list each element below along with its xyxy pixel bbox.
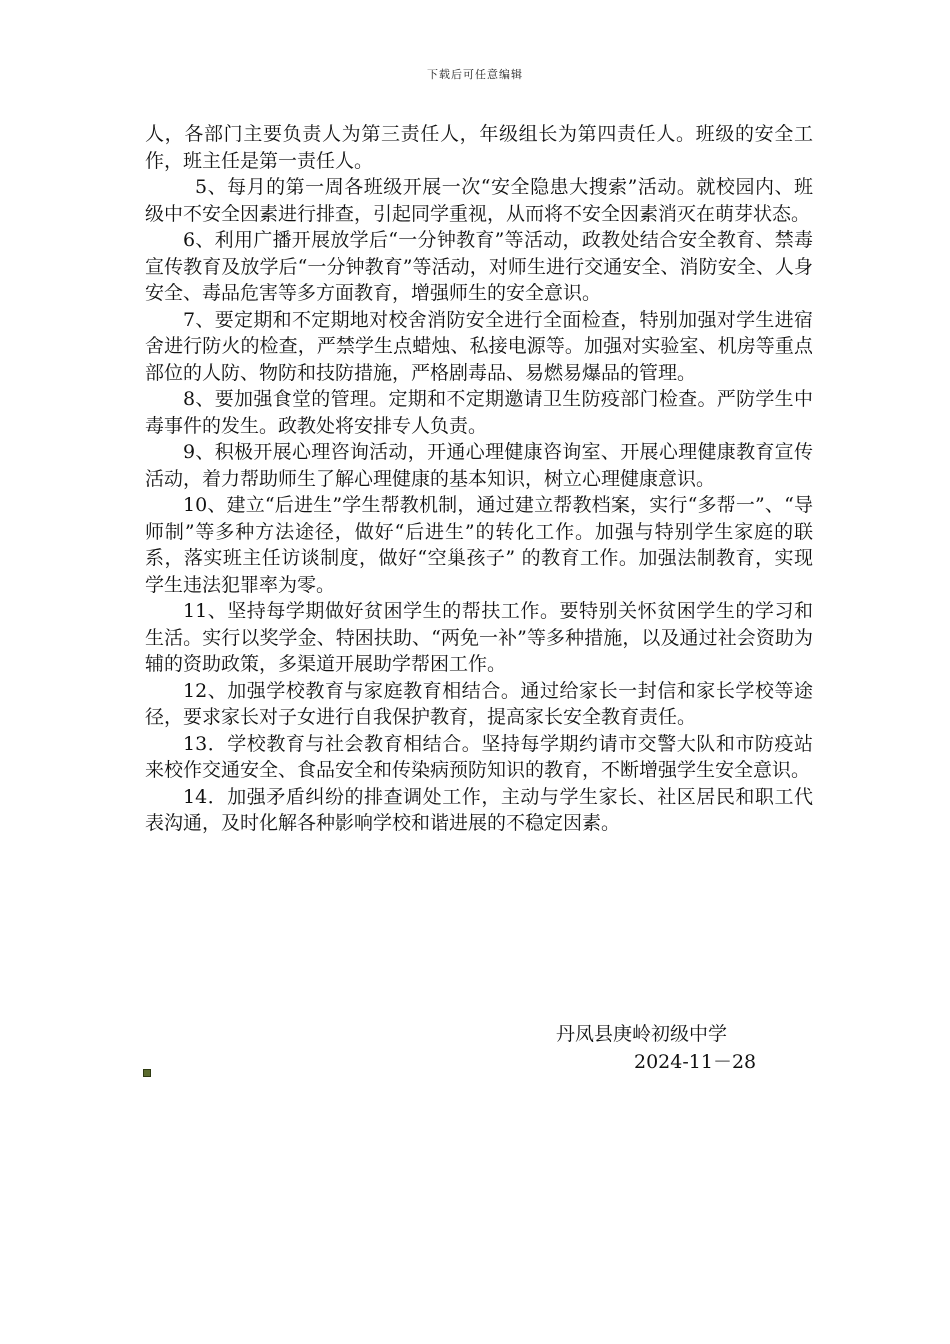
- paragraph-item-13: 13．学校教育与社会教育相结合。坚持每学期约请市交警大队和市防疫站来校作交通安全、食品安全和传染病预防知识的教育，不断增强学生安全意识。: [145, 732, 813, 781]
- paragraph-item-10: 10、建立“后进生”学生帮教机制，通过建立帮教档案，实行“多帮一”、“导师制”等多种方法途径，做好“后进生”的转化工作。加强与特别学生家庭的联系，落实班主任访谈制度，做好“空巢孩子” 的教育工作。加强法制教育，实现学生违法犯罪率为零。: [145, 494, 813, 596]
- signature-organization: 丹凤县庚岭初级中学: [556, 1023, 728, 1045]
- image-placeholder-icon: [143, 1069, 151, 1077]
- document-body: [145, 121, 813, 837]
- paragraph-item-6: 6、利用广播开展放学后“一分钟教育”等活动，政教处结合安全教育、禁毒宣传教育及放学后“一分钟教育”等活动，对师生进行交通安全、消防安全、人身安全、毒品危害等多方面教育，增强师生的安全意识。: [145, 229, 813, 304]
- paragraph-item-14: 14．加强矛盾纠纷的排查调处工作，主动与学生家长、社区居民和职工代表沟通，及时化解各种影响学校和谐进展的不稳定因素。: [145, 785, 813, 834]
- paragraph-item-11: 11、坚持每学期做好贫困学生的帮扶工作。要特别关怀贫困学生的学习和生活。实行以奖学金、特困扶助、“两免一补”等多种措施，以及通过社会资助为辅的资助政策，多渠道开展助学帮困工作。: [145, 600, 813, 675]
- paragraph-continued: 人，各部门主要负责人为第三责任人，年级组长为第四责任人。班级的安全工作，班主任是第一责任人。: [145, 123, 813, 172]
- paragraph-item-7: 7、要定期和不定期地对校舍消防安全进行全面检查，特别加强对学生进宿舍进行防火的检查，严禁学生点蜡烛、私接电源等。加强对实验室、机房等重点部位的人防、物防和技防措施，严格剧毒品、易燃易爆品的管理。: [145, 308, 813, 384]
- paragraph-item-8: 8、要加强食堂的管理。定期和不定期邀请卫生防疫部门检查。严防学生中毒事件的发生。政教处将安排专人负责。: [145, 388, 813, 437]
- paragraph-item-5: 5、每月的第一周各班级开展一次“安全隐患大搜索”活动。就校园内、班级中不安全因素进行排查，引起同学重视，从而将不安全因素消灭在萌芽状态。: [145, 176, 813, 225]
- signature-date: 2024-11－28: [634, 1051, 757, 1073]
- paragraph-item-12: 12、加强学校教育与家庭教育相结合。通过给家长一封信和家长学校等途径，要求家长对子女进行自我保护教育，提高家长安全教育责任。: [145, 679, 813, 728]
- signature-block: [556, 1020, 816, 1076]
- paragraph-item-9: 9、积极开展心理咨询活动，开通心理健康咨询室、开展心理健康教育宣传活动，着力帮助师生了解心理健康的基本知识，树立心理健康意识。: [145, 441, 813, 490]
- page-header: 下载后可任意编辑: [427, 68, 523, 81]
